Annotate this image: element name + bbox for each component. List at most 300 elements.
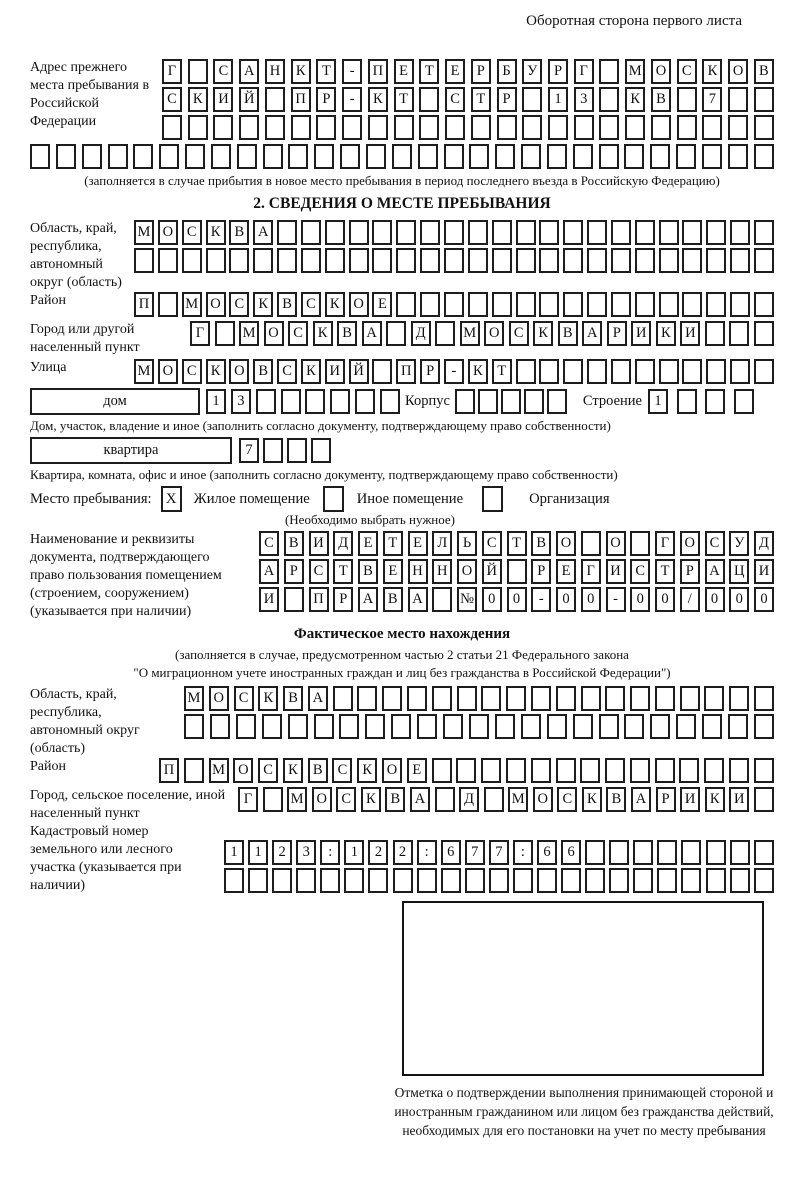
char-cell[interactable] [444,292,464,317]
char-cell[interactable] [706,248,726,273]
char-cell[interactable] [521,714,541,739]
char-cell[interactable]: С [677,59,697,84]
char-cell[interactable] [516,359,536,384]
char-cell[interactable] [730,840,750,865]
char-cell[interactable] [417,868,437,893]
char-cell[interactable]: В [385,787,405,812]
char-cell[interactable]: А [408,587,428,612]
char-cell[interactable] [730,248,750,273]
char-cell[interactable]: Д [754,531,774,556]
char-cell[interactable] [314,714,334,739]
char-cell[interactable]: Е [394,59,414,84]
char-cell[interactable] [301,220,321,245]
char-cell[interactable] [256,389,276,414]
char-cell[interactable]: П [291,87,311,112]
char-cell[interactable]: Е [408,531,428,556]
char-cell[interactable]: О [382,758,402,783]
char-cell[interactable] [630,758,650,783]
char-cell[interactable] [391,714,411,739]
char-cell[interactable] [417,714,437,739]
char-cell[interactable] [516,220,536,245]
char-cell[interactable] [394,115,414,140]
char-cell[interactable] [611,220,631,245]
char-cell[interactable]: - [342,87,362,112]
char-cell[interactable]: № [457,587,477,612]
char-cell[interactable] [580,758,600,783]
char-cell[interactable]: К [368,87,388,112]
char-cell[interactable]: Й [349,359,369,384]
char-cell[interactable]: М [239,321,259,346]
char-cell[interactable] [372,359,392,384]
char-cell[interactable]: 1 [248,840,268,865]
char-cell[interactable] [630,531,650,556]
char-cell[interactable] [599,144,619,169]
char-cell[interactable] [556,758,576,783]
char-cell[interactable] [229,248,249,273]
char-cell[interactable] [754,686,774,711]
char-cell[interactable] [682,359,702,384]
char-cell[interactable] [478,389,498,414]
char-cell[interactable] [320,868,340,893]
char-cell[interactable]: О [728,59,748,84]
char-cell[interactable] [573,144,593,169]
char-cell[interactable]: К [705,787,725,812]
char-cell[interactable] [342,115,362,140]
char-cell[interactable] [441,868,461,893]
char-cell[interactable]: Е [372,292,392,317]
char-cell[interactable]: И [309,531,329,556]
char-cell[interactable]: С [213,59,233,84]
char-cell[interactable]: И [213,87,233,112]
char-cell[interactable] [380,389,400,414]
char-cell[interactable] [513,868,533,893]
char-cell[interactable]: 6 [537,840,557,865]
char-cell[interactable] [296,868,316,893]
char-cell[interactable] [325,248,345,273]
char-cell[interactable] [185,144,205,169]
char-cell[interactable] [372,220,392,245]
char-cell[interactable]: С [288,321,308,346]
char-cell[interactable] [729,686,749,711]
char-cell[interactable] [265,115,285,140]
char-cell[interactable]: Ь [457,531,477,556]
char-cell[interactable] [531,686,551,711]
char-cell[interactable] [650,714,670,739]
char-cell[interactable]: Д [459,787,479,812]
char-cell[interactable]: О [158,359,178,384]
char-cell[interactable] [281,389,301,414]
char-cell[interactable] [702,714,722,739]
char-cell[interactable]: М [182,292,202,317]
char-cell[interactable]: 6 [441,840,461,865]
char-cell[interactable] [702,115,722,140]
char-cell[interactable]: 0 [729,587,749,612]
char-cell[interactable] [522,87,542,112]
char-cell[interactable]: А [362,321,382,346]
char-cell[interactable] [435,321,455,346]
char-cell[interactable] [445,115,465,140]
char-cell[interactable] [611,359,631,384]
char-cell[interactable] [681,840,701,865]
char-cell[interactable] [396,220,416,245]
char-cell[interactable]: П [159,758,179,783]
char-cell[interactable] [407,686,427,711]
char-cell[interactable] [730,359,750,384]
char-cell[interactable]: Г [190,321,210,346]
char-cell[interactable] [754,321,774,346]
char-cell[interactable]: К [206,359,226,384]
char-cell[interactable] [599,115,619,140]
char-cell[interactable]: Н [432,559,452,584]
char-cell[interactable]: Е [358,531,378,556]
char-cell[interactable]: В [277,292,297,317]
char-cell[interactable] [655,758,675,783]
char-cell[interactable]: Е [383,559,403,584]
char-cell[interactable] [754,868,774,893]
char-cell[interactable]: С [234,686,254,711]
char-cell[interactable] [56,144,76,169]
char-cell[interactable]: К [313,321,333,346]
char-cell[interactable] [754,87,774,112]
char-cell[interactable]: 2 [272,840,292,865]
char-cell[interactable] [392,144,412,169]
char-cell[interactable]: М [287,787,307,812]
char-cell[interactable]: Е [445,59,465,84]
char-cell[interactable] [556,686,576,711]
char-cell[interactable]: 1 [224,840,244,865]
char-cell[interactable]: - [342,59,362,84]
char-cell[interactable] [625,115,645,140]
char-cell[interactable] [492,248,512,273]
char-cell[interactable]: О [651,59,671,84]
char-cell[interactable]: В [754,59,774,84]
char-cell[interactable] [469,144,489,169]
char-cell[interactable]: К [702,59,722,84]
char-cell[interactable]: С [259,531,279,556]
char-cell[interactable] [443,714,463,739]
char-cell[interactable] [516,292,536,317]
char-cell[interactable]: В [308,758,328,783]
char-cell[interactable]: Р [656,787,676,812]
char-cell[interactable] [587,248,607,273]
char-cell[interactable] [382,686,402,711]
char-cell[interactable] [611,248,631,273]
char-cell[interactable]: : [417,840,437,865]
char-cell[interactable] [539,220,559,245]
char-cell[interactable] [659,359,679,384]
char-cell[interactable] [633,868,653,893]
char-cell[interactable]: 0 [655,587,675,612]
char-cell[interactable] [730,220,750,245]
char-cell[interactable] [728,87,748,112]
char-cell[interactable]: - [606,587,626,612]
char-cell[interactable]: 1 [344,840,364,865]
char-cell[interactable] [677,389,697,414]
char-cell[interactable]: К [301,359,321,384]
char-cell[interactable] [471,115,491,140]
char-cell[interactable]: С [162,87,182,112]
char-cell[interactable] [657,868,677,893]
char-cell[interactable] [702,144,722,169]
char-cell[interactable]: Г [581,559,601,584]
char-cell[interactable] [754,248,774,273]
char-cell[interactable] [676,144,696,169]
char-cell[interactable]: А [239,59,259,84]
char-cell[interactable]: Е [556,559,576,584]
char-cell[interactable]: И [754,559,774,584]
char-cell[interactable] [262,714,282,739]
char-cell[interactable] [581,531,601,556]
char-cell[interactable]: 0 [630,587,650,612]
char-cell[interactable]: 3 [574,87,594,112]
char-cell[interactable] [291,115,311,140]
char-cell[interactable]: : [320,840,340,865]
char-cell[interactable] [253,248,273,273]
char-cell[interactable] [468,292,488,317]
char-cell[interactable]: О [229,359,249,384]
char-cell[interactable] [444,248,464,273]
char-cell[interactable]: С [482,531,502,556]
char-cell[interactable]: С [705,531,725,556]
char-cell[interactable]: О [209,686,229,711]
char-cell[interactable] [682,292,702,317]
char-cell[interactable]: 7 [489,840,509,865]
char-cell[interactable]: Т [507,531,527,556]
char-cell[interactable]: М [625,59,645,84]
char-cell[interactable]: Т [419,59,439,84]
char-cell[interactable]: К [258,686,278,711]
char-cell[interactable]: Г [574,59,594,84]
char-cell[interactable] [635,220,655,245]
char-cell[interactable] [134,248,154,273]
char-cell[interactable]: О [556,531,576,556]
char-cell[interactable]: М [508,787,528,812]
char-cell[interactable] [206,248,226,273]
char-cell[interactable]: О [484,321,504,346]
char-cell[interactable] [420,220,440,245]
char-cell[interactable] [457,686,477,711]
char-cell[interactable] [420,292,440,317]
char-cell[interactable] [704,758,724,783]
char-cell[interactable] [82,144,102,169]
char-cell[interactable] [635,292,655,317]
char-cell[interactable] [705,389,725,414]
char-cell[interactable]: 1 [548,87,568,112]
char-cell[interactable]: К [253,292,273,317]
char-cell[interactable] [248,868,268,893]
char-cell[interactable] [730,292,750,317]
char-cell[interactable] [495,714,515,739]
char-cell[interactable] [659,220,679,245]
char-cell[interactable] [489,868,509,893]
char-cell[interactable] [706,840,726,865]
char-cell[interactable]: У [729,531,749,556]
char-cell[interactable] [333,686,353,711]
char-cell[interactable] [305,389,325,414]
char-cell[interactable] [419,87,439,112]
char-cell[interactable]: А [631,787,651,812]
char-cell[interactable]: К [361,787,381,812]
char-cell[interactable] [531,758,551,783]
char-cell[interactable]: 0 [556,587,576,612]
char-cell[interactable] [495,144,515,169]
char-cell[interactable] [624,144,644,169]
char-cell[interactable]: Т [471,87,491,112]
char-cell[interactable] [730,868,750,893]
char-cell[interactable]: - [531,587,551,612]
char-cell[interactable] [682,248,702,273]
char-cell[interactable] [469,714,489,739]
char-cell[interactable]: О [349,292,369,317]
char-cell[interactable] [677,87,697,112]
char-cell[interactable] [239,115,259,140]
char-cell[interactable] [288,714,308,739]
char-cell[interactable] [657,840,677,865]
char-cell[interactable] [728,144,748,169]
char-cell[interactable] [263,787,283,812]
char-cell[interactable] [184,714,204,739]
char-cell[interactable] [585,840,605,865]
char-cell[interactable] [563,248,583,273]
char-cell[interactable] [548,115,568,140]
char-cell[interactable]: Т [383,531,403,556]
char-cell[interactable]: А [259,559,279,584]
char-cell[interactable]: Р [607,321,627,346]
char-cell[interactable] [630,686,650,711]
char-cell[interactable]: О [457,559,477,584]
char-cell[interactable] [547,389,567,414]
char-cell[interactable] [311,438,331,463]
char-cell[interactable] [158,248,178,273]
char-cell[interactable]: А [705,559,725,584]
char-cell[interactable]: К [656,321,676,346]
char-cell[interactable]: В [531,531,551,556]
char-cell[interactable] [729,758,749,783]
char-cell[interactable] [366,144,386,169]
char-cell[interactable] [349,220,369,245]
char-cell[interactable]: Й [239,87,259,112]
char-cell[interactable] [599,87,619,112]
char-cell[interactable] [605,758,625,783]
char-cell[interactable] [682,220,702,245]
char-cell[interactable] [522,115,542,140]
char-cell[interactable]: 3 [231,389,251,414]
char-cell[interactable]: О [233,758,253,783]
char-cell[interactable] [728,115,748,140]
char-cell[interactable]: В [253,359,273,384]
char-cell[interactable] [301,248,321,273]
char-cell[interactable] [574,115,594,140]
char-cell[interactable]: И [259,587,279,612]
char-cell[interactable]: 2 [393,840,413,865]
char-cell[interactable] [581,686,601,711]
char-cell[interactable]: К [283,758,303,783]
char-cell[interactable]: Т [492,359,512,384]
char-cell[interactable]: Г [655,531,675,556]
char-cell[interactable]: К [357,758,377,783]
char-cell[interactable] [456,758,476,783]
char-cell[interactable]: А [253,220,273,245]
char-cell[interactable] [481,686,501,711]
char-cell[interactable] [633,840,653,865]
char-cell[interactable] [587,220,607,245]
char-cell[interactable] [547,714,567,739]
char-cell[interactable]: И [680,787,700,812]
char-cell[interactable] [215,321,235,346]
char-cell[interactable]: М [209,758,229,783]
char-cell[interactable] [611,292,631,317]
char-cell[interactable]: Т [333,559,353,584]
char-cell[interactable] [368,868,388,893]
char-cell[interactable]: Б [497,59,517,84]
char-cell[interactable]: К [188,87,208,112]
char-cell[interactable] [455,389,475,414]
char-cell[interactable] [609,840,629,865]
char-cell[interactable] [340,144,360,169]
char-cell[interactable]: Т [655,559,675,584]
char-cell[interactable] [468,248,488,273]
char-cell[interactable] [492,292,512,317]
char-cell[interactable] [162,115,182,140]
char-cell[interactable]: М [460,321,480,346]
char-cell[interactable] [265,87,285,112]
char-cell[interactable] [754,787,774,812]
char-cell[interactable] [396,248,416,273]
char-cell[interactable] [263,438,283,463]
char-cell[interactable]: О [680,531,700,556]
char-cell[interactable] [681,868,701,893]
char-cell[interactable]: 0 [581,587,601,612]
char-cell[interactable] [210,714,230,739]
char-cell[interactable] [444,220,464,245]
char-cell[interactable] [330,389,350,414]
char-cell[interactable]: В [606,787,626,812]
char-cell[interactable] [484,787,504,812]
char-cell[interactable]: Р [333,587,353,612]
char-cell[interactable] [288,144,308,169]
char-cell[interactable] [393,868,413,893]
char-cell[interactable]: : [513,840,533,865]
char-cell[interactable] [563,359,583,384]
char-cell[interactable] [677,115,697,140]
char-cell[interactable] [706,359,726,384]
char-cell[interactable] [705,321,725,346]
char-cell[interactable] [754,220,774,245]
char-cell[interactable] [386,321,406,346]
char-cell[interactable] [396,292,416,317]
char-cell[interactable] [272,868,292,893]
char-cell[interactable]: 7 [702,87,722,112]
char-cell[interactable] [211,144,231,169]
char-cell[interactable]: С [332,758,352,783]
char-cell[interactable]: И [680,321,700,346]
char-cell[interactable]: С [557,787,577,812]
char-cell[interactable]: / [680,587,700,612]
char-cell[interactable] [237,144,257,169]
char-cell[interactable]: Р [471,59,491,84]
char-cell[interactable] [465,868,485,893]
char-cell[interactable] [481,758,501,783]
stay-type-organization-checkbox[interactable] [482,486,503,512]
char-cell[interactable] [676,714,696,739]
char-cell[interactable] [158,292,178,317]
char-cell[interactable] [501,389,521,414]
char-cell[interactable]: 7 [239,438,259,463]
char-cell[interactable] [432,686,452,711]
char-cell[interactable]: С [630,559,650,584]
char-cell[interactable]: Г [238,787,258,812]
char-cell[interactable] [537,868,557,893]
